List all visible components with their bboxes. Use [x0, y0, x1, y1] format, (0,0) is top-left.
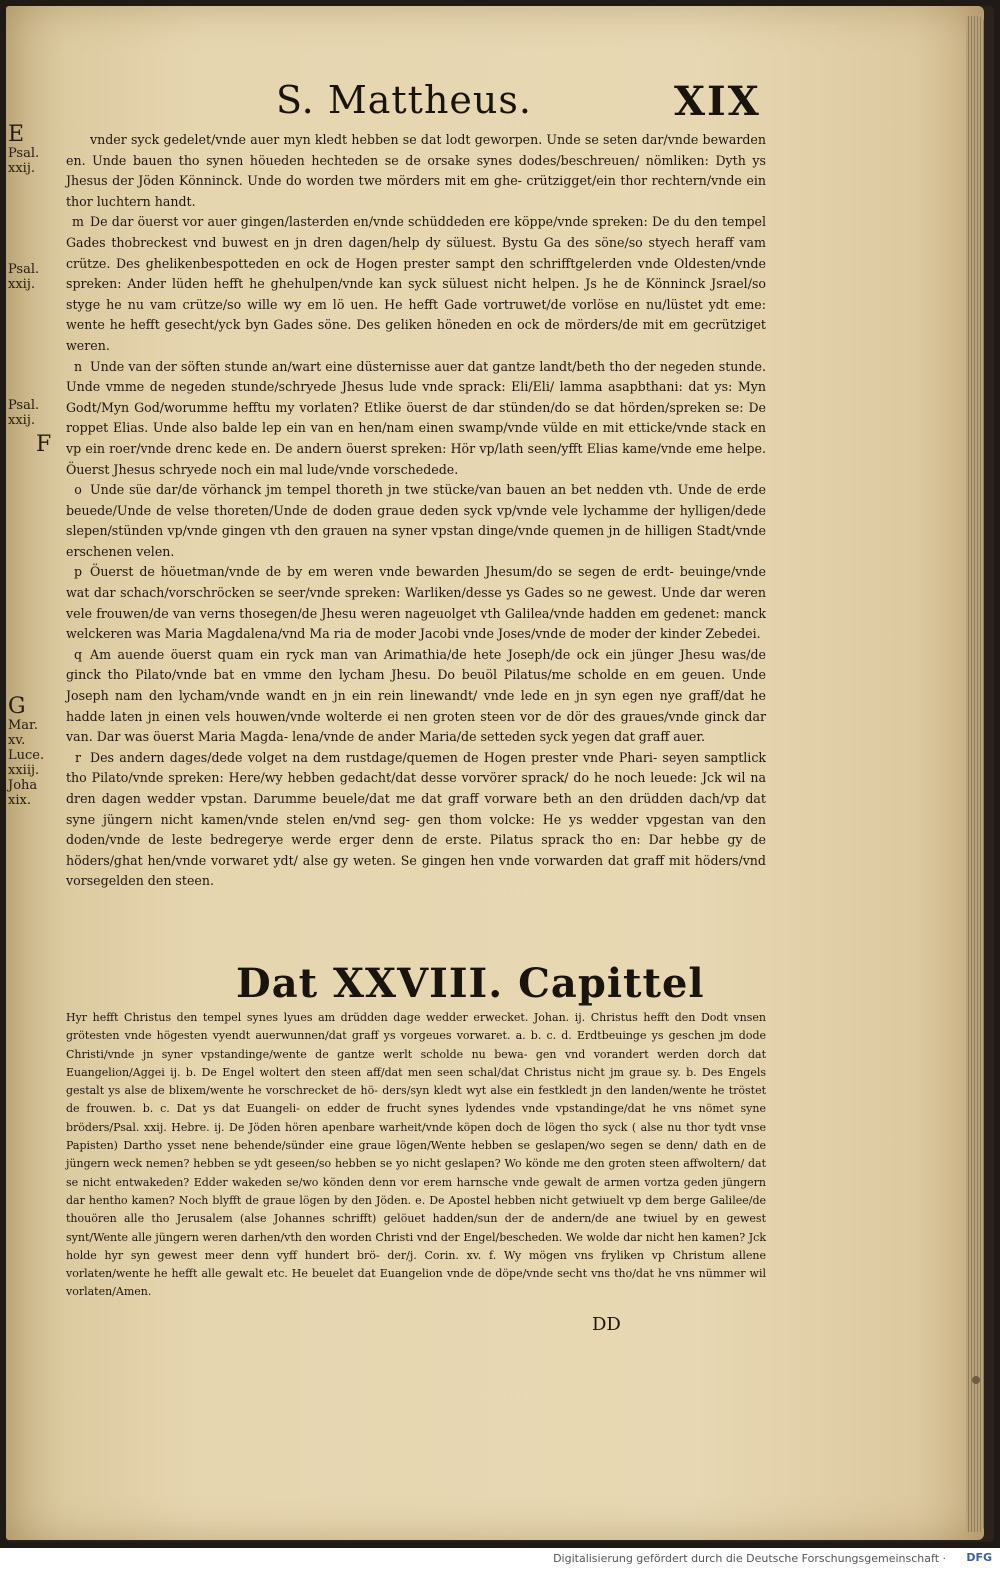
folio-number: XIX — [674, 78, 761, 125]
margin-ref-line: Psal. — [8, 262, 40, 277]
paragraph-text: Unde süe dar/de vörhanck jm tempel thoreth jn twe stücke/van bauen an bet nedden vth. Unde de erde beuede/Unde de velse thoreten/Unde de doden graue deden syck vp/vnde vele lychamme der hylligen/dede slepen/stünden vp/vnde gingen vth den grauen na syner vpstan dinge/vnde quemen jn de hilligen Stadt/vnde erschenen velen. — [66, 482, 766, 559]
margin-ref-line: xxij. — [8, 161, 35, 176]
paragraph — [66, 562, 766, 644]
page-stain — [972, 1376, 980, 1384]
margin-note-5 — [8, 696, 64, 808]
margin-note-3 — [8, 398, 64, 428]
margin-section-letter: E — [8, 122, 25, 147]
margin-ref-line: xxiij. — [8, 763, 40, 778]
paragraph — [66, 645, 766, 748]
paragraph-mark: q — [73, 646, 83, 662]
chapter-heading: Dat XXVIII. Capittel — [236, 960, 705, 1007]
chapter-summary — [66, 1009, 766, 1302]
margin-ref-line: Psal. — [8, 146, 40, 161]
paragraph — [66, 130, 766, 212]
page-header — [6, 78, 984, 130]
margin-ref-line: xix. — [8, 793, 31, 808]
paragraph-text: De dar öuerst vor auer gingen/lasterden en/vnde schüddeden ere köppe/vnde spreken: De du den tempel Gades thobreckest vnd buwest en jn dren dagen/help dy süluest. Bystu Ga des söne/so styech heraff vam crütze. Des ghelikenbespotteden en ock de Hogen prester sampt den schrifftgelerden vnde Oldesten/vnde spreken: Ander lüden hefft he ghehulpen/vnde kan syck süluest nicht helpen. Js he de Könninck Jsrael/so styge he nu vam crütze/so wille wy em lö uen. He hefft Gade vortruwet/de vorlöse en nu/lüstet ydt eme: wente he hefft gesecht/yck byn Gades söne. Des geliken höneden en ock de mörders/de mit em gecrütziget weren. — [66, 214, 766, 353]
paragraph-text: Unde van der söften stunde an/wart eine düsternisse auer dat gantze landt/beth tho der negeden stunde. Unde vmme de negeden stunde/schryede Jhesus lude vnde sprack: Eli/Eli/ lamma asapbthani: dat ys: Myn Godt/Myn God/worumme hefftu my vorlaten? Etlike öuerst de dar stünden/do se dat hörden/spreken se: De roppet Elias. Unde also balde lep ein van en hen/nam einen swamp/vnde vülde en mit etticke/vnde stack en vp ein roer/vnde drenc kede en. De andern öuerst spreken: Hör vp/lath seen/yfft Elias kame/vnde eme helpe. Öuerst Jhesus schryede noch ein mal lude/vnde vorschedede. — [66, 358, 766, 477]
main-text — [66, 130, 766, 892]
margin-ref-line: Joha — [8, 778, 38, 793]
paragraph-mark: n — [73, 358, 83, 374]
dfg-logo: DFG — [966, 1551, 992, 1564]
paragraph-mark: r — [74, 749, 82, 765]
paragraph-text: Öuerst de höuetman/vnde de by em weren vnde bewarden Jhesum/do se segen de erdt- beuinge/vnde wat dar schach/vorschröcken se seer/vnde spreken: Warliken/desse ys Gades so ne gewest. Unde dar weren vele frouwen/de van verns thosegen/de Jhesu weren nageuolget vth Galilea/vnde hadden em gedenet: manck welckeren was Maria Magdalena/vnd Ma ria de moder Jacobi vnde Joses/vnde de moder der kinder Zebedei. — [66, 564, 766, 642]
paragraph — [66, 480, 766, 562]
summary-text: Hyr hefft Christus den tempel synes lyues am drüdden dage wedder erwecket. Johan. ij. Christus hefft den Dodt vnsen grötesten vnde högesten vyendt auerwunnen/dat graff ys vorgeues vorwaret. a. b. c. d. Erdtbeuinge ys geschen jm dode Christi/vnde jn syner vpstandinge/wente de gantze werlt scholde nu bewa- gen vnd vorandert werden dorch dat Euangelion/Aggei ij. b. De Engel woltert den steen aff/dat men seen schal/dat Christus nicht jm graue sy. b. Des Engels gestalt ys alse de blixem/wente he vorschrecket de hö- ders/syn kledt wyt alse ein festkledt jn den landen/wente he tröstet de frouwen. b. c. Dat ys dat Euangeli- on edder de frucht synes lydendes vnde vpstandinge/dat he vns nömet syne bröders/Psal. xxij. Hebre. ij. De Jöden hören apenbare warheit/vnde köpen doch de lögen tho syck ( alse nu thor tydt vnse Papisten) Dartho ysset nene behende/sünder eine graue lögen/Wente hebben se geslapen/wo segen se denn/ dath en de jüngern weck nemen? hebben se ydt geseen/so hebben se yo nicht geslapen? Wo könde me den groten steen affwoltern/ dat se nicht entwakeden? Edder wakeden se/wo könden denn vor erem harnsche vnde gewalt de armen vortza geden jüngern dar hentho kamen? Noch blyfft de graue lögen by den Jöden. e. De Apostel hebben nicht getwiuelt vp dem berge Galilee/de thouören alle tho Jerusalem (alse Johannes schrifft) gelöuet hadden/sun der de andern/de ane twiuel by en gewest synt/Wente alle jüngern weren darhen/vth den worden Christi vnd der Engel/bescheden. We wolde dar nicht hen kamen? Jck holde hyr syn gewest meer denn vyff hundert brö- der/j. Corin. xv. f. Wy mögen vns fryliken vp Christum allene vorlaten/wente he hefft alle gewalt etc. He beuelet dat Euangelion vnde de döpe/vnde secht vns tho/dat he vns nümmer wil vorlaten/Amen. — [66, 1011, 766, 1299]
paragraph-mark: p — [73, 564, 83, 580]
running-title: S. Mattheus. — [276, 78, 532, 122]
page — [6, 6, 984, 1540]
page-edge — [966, 16, 984, 1532]
margin-note-1 — [8, 124, 64, 176]
margin-section-letter: G — [8, 694, 26, 719]
margin-section-letter: F — [36, 432, 52, 457]
margin-ref-line: xv. — [8, 733, 26, 748]
paragraph-text: Am auende öuerst quam ein ryck man van Arimathia/de hete Joseph/de ock ein jünger Jhesu was/de ginck tho Pilato/vnde bat en vmme den lycham Jhesu. Do beuöl Pilatus/me scholde en em geuen. Unde Joseph nam den lycham/vnde wandt en jn ein rein linewandt/ vnde lede en jn syn egen nye graff/dat he hadde laten jn einen vels houwen/vnde wolterde ei nen groten steen vor de dör des graues/vnde ginck dar van. Dar was öuerst Maria Magda- lena/vnde de ander Maria/de setteden syck yegen dat graff auer. — [66, 646, 766, 745]
margin-ref-line: Mar. — [8, 718, 38, 733]
margin-ref-line: xxij. — [8, 413, 35, 428]
margin-ref-line: Psal. — [8, 398, 40, 413]
margin-ref-line: xxij. — [8, 277, 35, 292]
footer-bar — [0, 1548, 1000, 1570]
paragraph-text: vnder syck gedelet/vnde auer myn kledt hebben se dat lodt geworpen. Unde se seten dar/vnde bewarden en. Unde bauen tho synen höueden hechteden se de orsake synes dodes/beschreuen/ nömliken: Dyth ys Jhesus der Jöden Könninck. Unde do worden twe mörders mit em ghe- crützigget/ein thor rechtern/vnde ein thor luchtern handt. — [66, 132, 766, 209]
margin-ref-line: Luce. — [8, 748, 45, 763]
paragraph-mark: o — [74, 482, 82, 498]
paragraph-text: Des andern dages/dede volget na dem rustdage/quemen de Hogen prester vnde Phari- seyen samptlick tho Pilato/vnde spreken: Here/wy hebben gedacht/dat desse vorvörer sprack/ do he noch leuede: Jck wil na dren dagen wedder vpstan. Darumme beuele/dat me dat graff vorware beth an den drüdden dach/vp dat syne jüngern nicht kamen/vnde stelen en/vnd seg- gen thom volcke: He ys wedder vpgestan van den doden/vnde de leste bedregerye werde erger denn de erste. Pilatus sprack tho en: Dar hebbe gy de höders/ghat hen/vnde vorwaret ydt/ alse gy weten. Se gingen hen vnde vorwarden dat graff mit höders/vnd vorsegelden den steen. — [66, 749, 766, 889]
paragraph-mark: m — [72, 214, 84, 230]
margin-note-2 — [8, 262, 64, 292]
paragraph — [66, 212, 766, 356]
paragraph — [66, 357, 766, 481]
signature-mark: DD — [592, 1314, 621, 1335]
book-scan — [6, 6, 994, 1542]
footer-credit: Digitalisierung gefördert durch die Deutsche Forschungsgemeinschaft · — [553, 1552, 946, 1565]
paragraph — [66, 748, 766, 892]
